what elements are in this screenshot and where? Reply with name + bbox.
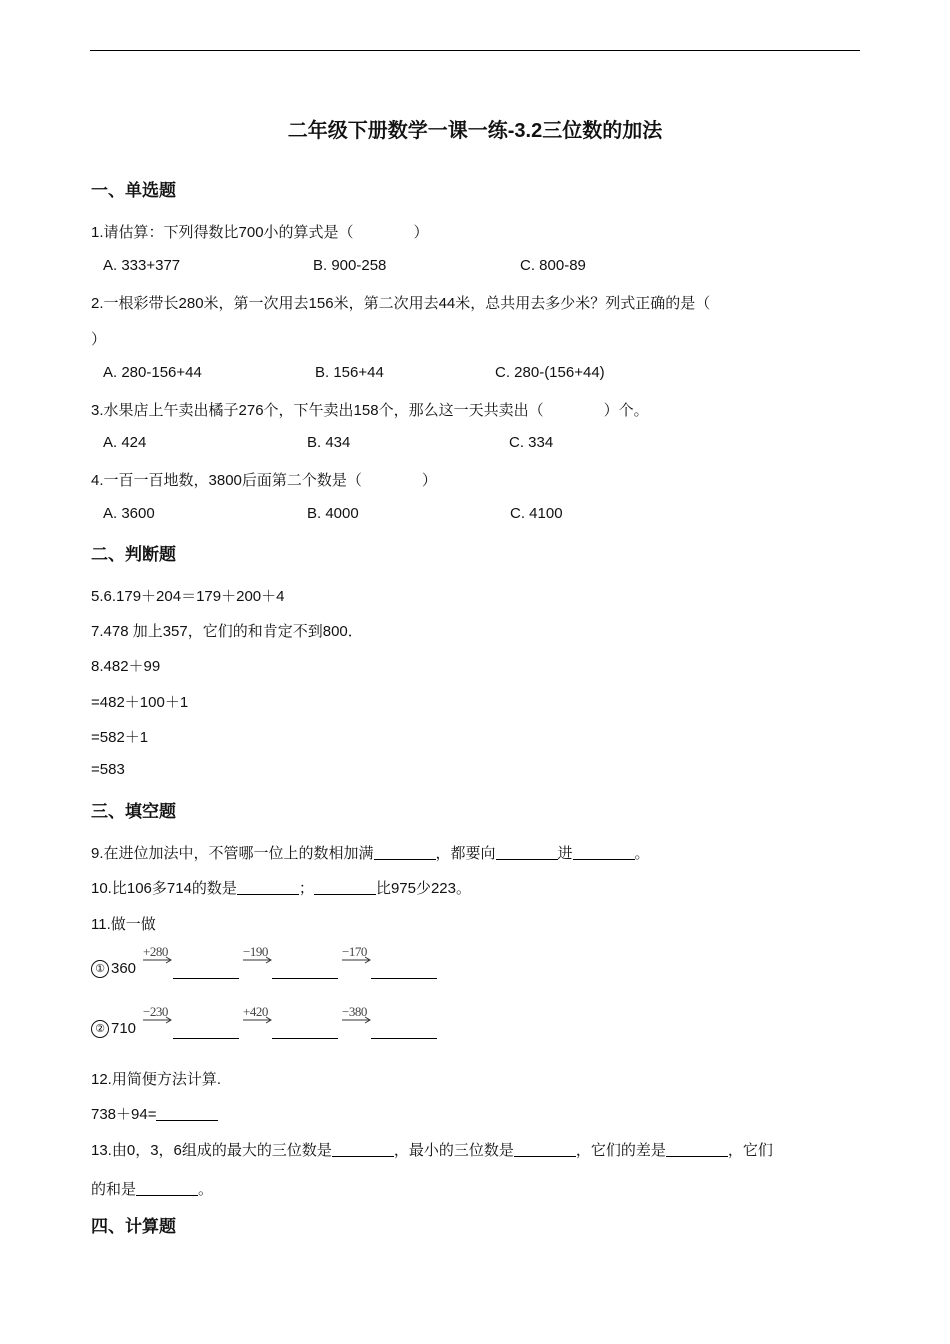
answer-blank[interactable] xyxy=(237,880,299,895)
question-2-option-a[interactable]: A. 280-156+44 xyxy=(103,364,202,381)
answer-blank[interactable] xyxy=(272,964,338,979)
operation-arrow xyxy=(143,944,173,970)
question-8-line-4: =583 xyxy=(91,761,125,778)
answer-blank[interactable] xyxy=(514,1142,576,1157)
question-3-option-b[interactable]: B. 434 xyxy=(307,434,351,451)
operation-label: −230 xyxy=(143,1004,168,1019)
question-2-stem-cont: ） xyxy=(91,331,107,348)
answer-blank[interactable] xyxy=(332,1142,394,1157)
question-2-option-b[interactable]: B. 156+44 xyxy=(315,364,384,381)
operation-label: +280 xyxy=(143,944,168,959)
question-12-stem: 12.用简便方法计算. xyxy=(91,1071,222,1088)
answer-blank[interactable] xyxy=(136,1181,198,1196)
question-12-expr-text: 738＋94= xyxy=(91,1106,157,1123)
arrow-right-icon xyxy=(143,1016,173,1024)
question-9-text-1: 9.在进位加法中，不管哪一位上的数相加满 xyxy=(91,845,374,862)
question-1-option-c[interactable]: C. 800-89 xyxy=(520,257,586,274)
question-2-option-c[interactable]: C. 280-(156+44) xyxy=(495,364,605,381)
question-11-chain-2 xyxy=(91,1004,511,1046)
question-1-option-a[interactable]: A. 333+377 xyxy=(103,257,181,274)
operation-label: −380 xyxy=(342,1004,367,1019)
operation-arrow xyxy=(342,944,372,970)
question-4-stem: 4.一百一百地数，3800后面第二个数是（ ） xyxy=(91,472,437,489)
arrow-right-icon xyxy=(143,956,173,964)
question-10-text-3: 比975少223。 xyxy=(375,880,471,897)
arrow-right-icon xyxy=(342,1016,372,1024)
answer-blank[interactable] xyxy=(496,845,558,860)
operation-arrow xyxy=(143,1004,173,1030)
question-13-text-2: ，最小的三位数是 xyxy=(393,1142,514,1159)
answer-blank[interactable] xyxy=(272,1024,338,1039)
question-3-option-c[interactable]: C. 334 xyxy=(509,434,554,451)
question-4-option-a[interactable]: A. 3600 xyxy=(103,505,155,522)
answer-blank[interactable] xyxy=(156,1106,218,1121)
chain-start-value: 360 xyxy=(111,960,137,977)
question-13-text-3: ，它们的差是 xyxy=(575,1142,666,1159)
question-9-text-3: 进 xyxy=(557,845,573,862)
answer-blank[interactable] xyxy=(374,845,436,860)
section-heading-true-false: 二、判断题 xyxy=(91,545,176,564)
question-13-text-5: 的和是 xyxy=(91,1181,137,1198)
section-heading-calculation: 四、计算题 xyxy=(91,1217,176,1236)
question-3-option-a[interactable]: A. 424 xyxy=(103,434,147,451)
question-9-text-4: 。 xyxy=(634,845,650,862)
question-10-text-2: ； xyxy=(298,880,314,897)
question-9 xyxy=(91,842,650,863)
question-13-text-1: 13.由0，3，6组成的最大的三位数是 xyxy=(91,1142,332,1159)
question-1-option-b[interactable]: B. 900-258 xyxy=(313,257,387,274)
operation-label: +420 xyxy=(243,1004,268,1019)
question-7: 7.478 加上357，它们的和肯定不到800． xyxy=(91,623,363,640)
circled-number: ① xyxy=(91,960,109,978)
question-5: 5.6.179＋204＝179＋200＋4 xyxy=(91,588,285,605)
operation-arrow xyxy=(243,944,273,970)
question-13-text-6: 。 xyxy=(198,1181,214,1198)
question-4-option-c[interactable]: C. 4100 xyxy=(510,505,563,522)
question-8-line-2: =482＋100＋1 xyxy=(91,694,189,711)
question-8-line-3: =582＋1 xyxy=(91,729,149,746)
question-4-option-b[interactable]: B. 4000 xyxy=(307,505,359,522)
operation-arrow xyxy=(243,1004,273,1030)
question-11-stem: 11.做一做 xyxy=(91,916,156,933)
question-9-text-2: ，都要向 xyxy=(435,845,496,862)
answer-blank[interactable] xyxy=(173,1024,239,1039)
question-13-line-2 xyxy=(91,1178,213,1199)
header-rule xyxy=(90,50,860,51)
operation-label: −190 xyxy=(243,944,268,959)
question-2-stem: 2.一根彩带长280米，第一次用去156米，第二次用去44米，总共用去多少米？列式正确的是（ xyxy=(91,295,711,312)
question-3-stem: 3.水果店上午卖出橘子276个，下午卖出158个，那么这一天共卖出（ ）个。 xyxy=(91,402,649,419)
operation-arrow xyxy=(342,1004,372,1030)
chain-start-value: 710 xyxy=(111,1020,137,1037)
arrow-right-icon xyxy=(342,956,372,964)
operation-label: −170 xyxy=(342,944,367,959)
question-10 xyxy=(91,877,471,898)
question-8-line-1: 8.482＋99 xyxy=(91,658,161,675)
page-title: 二年级下册数学一课一练-3.2三位数的加法 xyxy=(287,120,663,142)
answer-blank[interactable] xyxy=(666,1142,728,1157)
answer-blank[interactable] xyxy=(314,880,376,895)
answer-blank[interactable] xyxy=(173,964,239,979)
question-1-stem: 1.请估算：下列得数比700小的算式是（ ） xyxy=(91,224,429,241)
section-heading-fill-blank: 三、填空题 xyxy=(91,802,176,821)
question-11-chain-1 xyxy=(91,944,511,986)
circled-number: ② xyxy=(91,1020,109,1038)
arrow-right-icon xyxy=(243,1016,273,1024)
question-10-text-1: 10.比106多714的数是 xyxy=(91,880,237,897)
question-12-expression xyxy=(91,1103,218,1124)
arrow-right-icon xyxy=(243,956,273,964)
section-heading-single-choice: 一、单选题 xyxy=(91,181,176,200)
answer-blank[interactable] xyxy=(573,845,635,860)
answer-blank[interactable] xyxy=(371,964,437,979)
question-13-text-4: ，它们 xyxy=(727,1142,773,1159)
answer-blank[interactable] xyxy=(371,1024,437,1039)
question-13-line-1 xyxy=(91,1139,773,1160)
